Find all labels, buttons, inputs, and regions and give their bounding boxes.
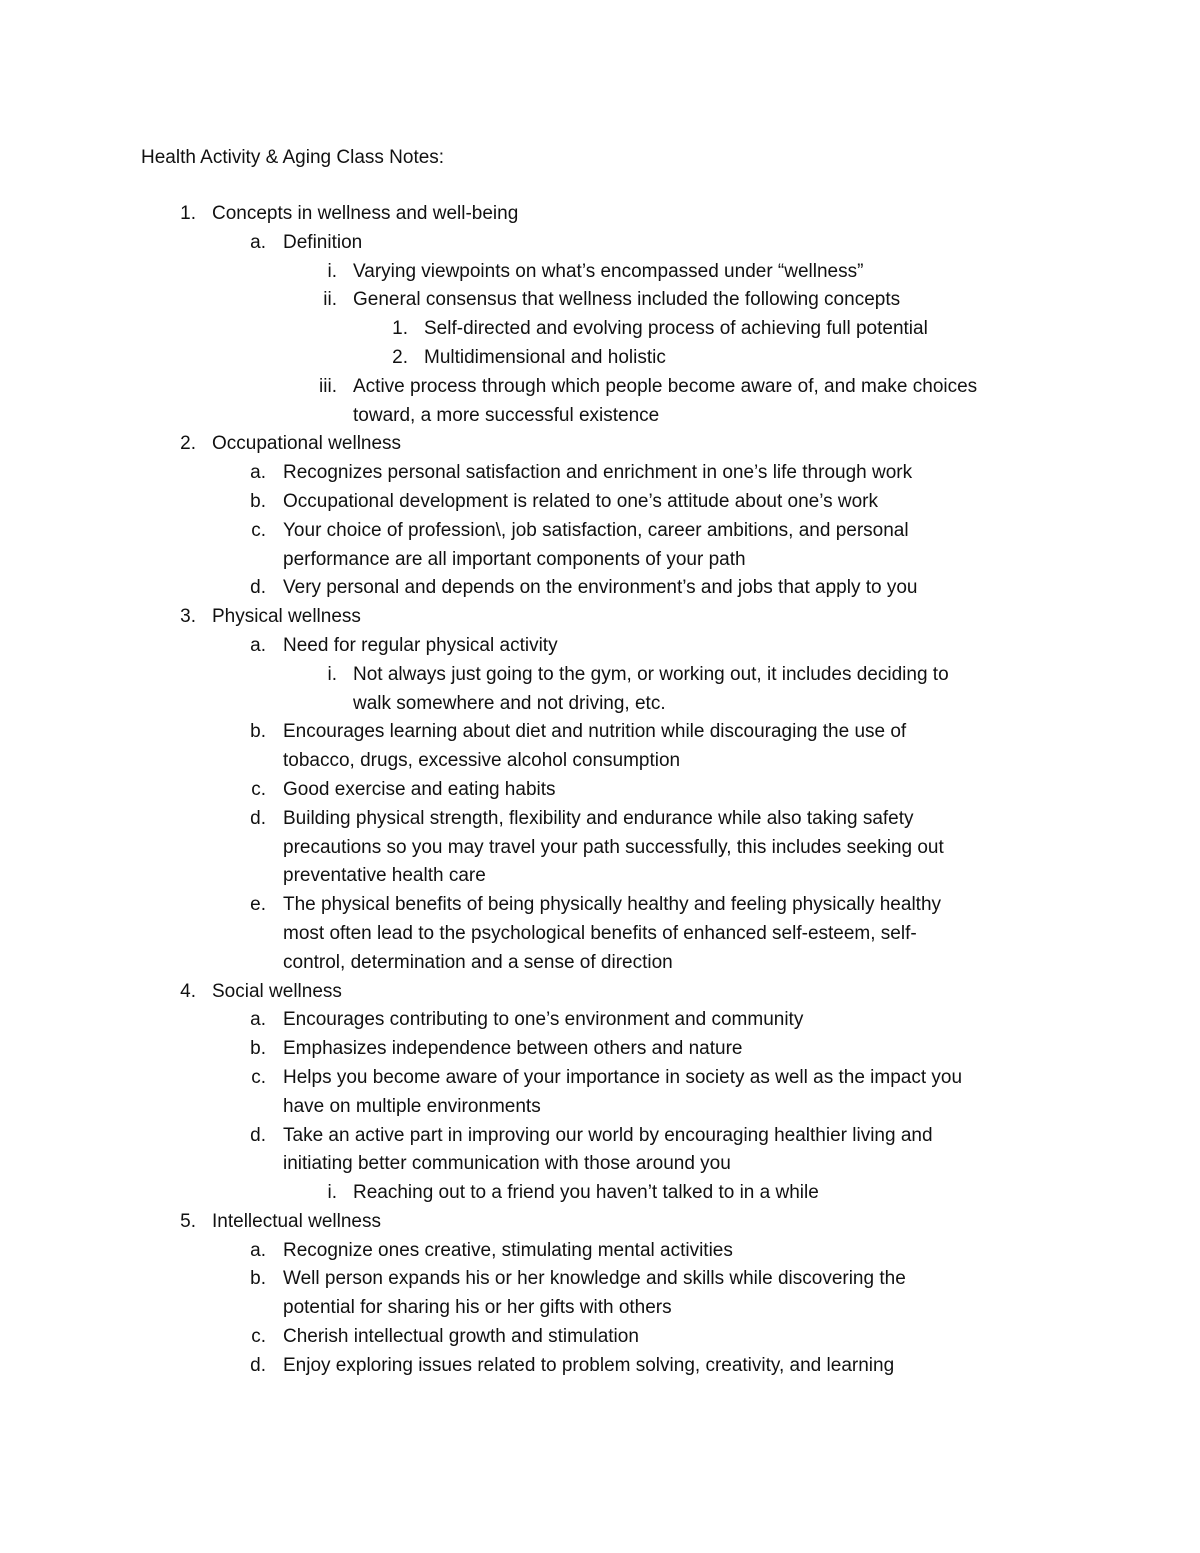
outline-line xyxy=(0,574,1200,603)
outline-line xyxy=(0,517,1200,546)
list-item-text: performance are all important components of your path xyxy=(283,548,746,570)
list-item-text: Helps you become aware of your importance in society as well as the impact you xyxy=(283,1066,963,1088)
list-item-text: Active process through which people become aware of, and make choices xyxy=(353,375,978,397)
list-item-text: Concepts in wellness and well-being xyxy=(212,203,519,224)
list-item-text: control, determination and a sense of direction xyxy=(283,951,673,973)
list-item-text: Reaching out to a friend you haven’t talked to in a while xyxy=(353,1182,819,1204)
list-item-text: The physical benefits of being physically healthy and feeling physically healthy xyxy=(283,894,942,916)
outline-line xyxy=(0,862,1200,891)
outline-line xyxy=(0,1208,1200,1237)
list-marker: iii. xyxy=(319,375,337,397)
list-marker: 3. xyxy=(180,606,196,628)
outline-line xyxy=(0,315,1200,344)
outline-line xyxy=(0,978,1200,1007)
outline-line xyxy=(0,430,1200,459)
list-item-text: General consensus that wellness included the following concepts xyxy=(353,289,901,311)
list-marker: ii. xyxy=(323,289,337,311)
outline-line xyxy=(0,402,1200,431)
outline-line xyxy=(0,1294,1200,1323)
outline-line xyxy=(0,747,1200,776)
list-item-text: potential for sharing his or her gifts with others xyxy=(283,1297,672,1319)
outline-line xyxy=(0,632,1200,661)
list-item-text: Recognize ones creative, stimulating mental activities xyxy=(283,1239,733,1261)
outline-line xyxy=(0,661,1200,690)
outline-line xyxy=(0,603,1200,632)
list-marker: 5. xyxy=(180,1210,196,1232)
list-marker: e. xyxy=(250,894,266,916)
notes-outline xyxy=(0,200,1200,1381)
list-item-text: tobacco, drugs, excessive alcohol consumption xyxy=(283,750,681,772)
outline-line xyxy=(0,1150,1200,1179)
outline-line xyxy=(0,1265,1200,1294)
list-item-text: Good exercise and eating habits xyxy=(283,778,556,800)
outline-line xyxy=(0,258,1200,287)
list-item-text: have on multiple environments xyxy=(283,1095,541,1117)
list-marker: c. xyxy=(251,1326,266,1348)
list-marker: b. xyxy=(250,1038,266,1060)
outline-line xyxy=(0,373,1200,402)
outline-line xyxy=(0,200,1200,229)
list-item-text: walk somewhere and not driving, etc. xyxy=(353,692,666,714)
list-item-text: precautions so you may travel your path successfully, this includes seeking out xyxy=(283,836,944,858)
list-marker: d. xyxy=(250,807,266,829)
list-item-text: Physical wellness xyxy=(212,606,361,628)
outline-line xyxy=(0,776,1200,805)
outline-line xyxy=(0,805,1200,834)
list-marker: i. xyxy=(327,260,337,282)
list-item-text: Occupational development is related to one’s attitude about one’s work xyxy=(283,490,879,512)
list-item-text: Well person expands his or her knowledge and skills while discovering the xyxy=(283,1268,906,1290)
outline-line xyxy=(0,718,1200,747)
outline-line xyxy=(0,1122,1200,1151)
list-marker: d. xyxy=(250,1124,266,1146)
outline-line xyxy=(0,1035,1200,1064)
outline-line xyxy=(0,1237,1200,1266)
outline-line xyxy=(0,920,1200,949)
list-item-text: Occupational wellness xyxy=(212,433,402,455)
outline-line xyxy=(0,1323,1200,1352)
list-marker: d. xyxy=(250,577,266,599)
list-marker: a. xyxy=(250,231,266,253)
list-item-text: Building physical strength, flexibility and endurance while also taking safety xyxy=(283,807,914,829)
outline-line xyxy=(0,1093,1200,1122)
list-marker: 1. xyxy=(392,318,408,340)
list-marker: c. xyxy=(251,1066,266,1088)
outline-line xyxy=(0,344,1200,373)
outline-line xyxy=(0,286,1200,315)
list-marker: a. xyxy=(250,1239,266,1261)
list-marker: c. xyxy=(251,778,266,800)
list-marker: b. xyxy=(250,721,266,743)
list-marker: 2. xyxy=(392,346,408,368)
list-item-text: Encourages learning about diet and nutrition while discouraging the use of xyxy=(283,721,907,743)
list-marker: b. xyxy=(250,1268,266,1290)
outline-line xyxy=(0,834,1200,863)
list-marker: 4. xyxy=(180,980,196,1002)
outline-line xyxy=(0,891,1200,920)
outline-line xyxy=(0,546,1200,575)
list-marker: b. xyxy=(250,490,266,512)
list-marker: c. xyxy=(251,519,266,541)
document-title: Health Activity & Aging Class Notes: xyxy=(141,147,445,168)
list-item-text: Very personal and depends on the environment’s and jobs that apply to you xyxy=(283,577,918,599)
list-item-text: most often lead to the psychological benefits of enhanced self-esteem, self- xyxy=(283,922,917,944)
list-item-text: Take an active part in improving our world by encouraging healthier living and xyxy=(283,1124,933,1146)
list-marker: a. xyxy=(250,634,266,656)
list-item-text: Enjoy exploring issues related to problem solving, creativity, and learning xyxy=(283,1354,895,1376)
list-marker: 1. xyxy=(180,203,196,224)
list-marker: i. xyxy=(327,663,337,685)
list-item-text: Need for regular physical activity xyxy=(283,634,558,656)
outline-line xyxy=(0,229,1200,258)
list-marker: a. xyxy=(250,1009,266,1031)
outline-line xyxy=(0,488,1200,517)
list-item-text: Definition xyxy=(283,231,363,253)
list-item-text: Cherish intellectual growth and stimulation xyxy=(283,1326,639,1348)
list-marker: a. xyxy=(250,462,266,484)
list-item-text: Emphasizes independence between others and nature xyxy=(283,1038,743,1060)
list-item-text: Varying viewpoints on what’s encompassed under “wellness” xyxy=(353,260,864,282)
list-item-text: Social wellness xyxy=(212,980,342,1002)
list-item-text: preventative health care xyxy=(283,865,486,887)
list-item-text: toward, a more successful existence xyxy=(353,404,660,426)
list-item-text: Your choice of profession\, job satisfaction, career ambitions, and personal xyxy=(283,519,909,541)
list-marker: i. xyxy=(327,1182,337,1204)
list-marker: 2. xyxy=(180,433,196,455)
outline-line xyxy=(0,690,1200,719)
list-item-text: Intellectual wellness xyxy=(212,1210,381,1232)
list-item-text: Not always just going to the gym, or working out, it includes deciding to xyxy=(353,663,949,685)
outline-line xyxy=(0,1352,1200,1381)
outline-line xyxy=(0,1064,1200,1093)
list-item-text: Self-directed and evolving process of achieving full potential xyxy=(424,318,928,340)
list-item-text: initiating better communication with those around you xyxy=(283,1153,731,1175)
outline-line xyxy=(0,949,1200,978)
list-item-text: Multidimensional and holistic xyxy=(424,346,666,368)
list-item-text: Recognizes personal satisfaction and enrichment in one’s life through work xyxy=(283,462,913,484)
outline-line xyxy=(0,459,1200,488)
outline-line xyxy=(0,1006,1200,1035)
outline-line xyxy=(0,1179,1200,1208)
list-item-text: Encourages contributing to one’s environment and community xyxy=(283,1009,804,1031)
list-marker: d. xyxy=(250,1354,266,1376)
